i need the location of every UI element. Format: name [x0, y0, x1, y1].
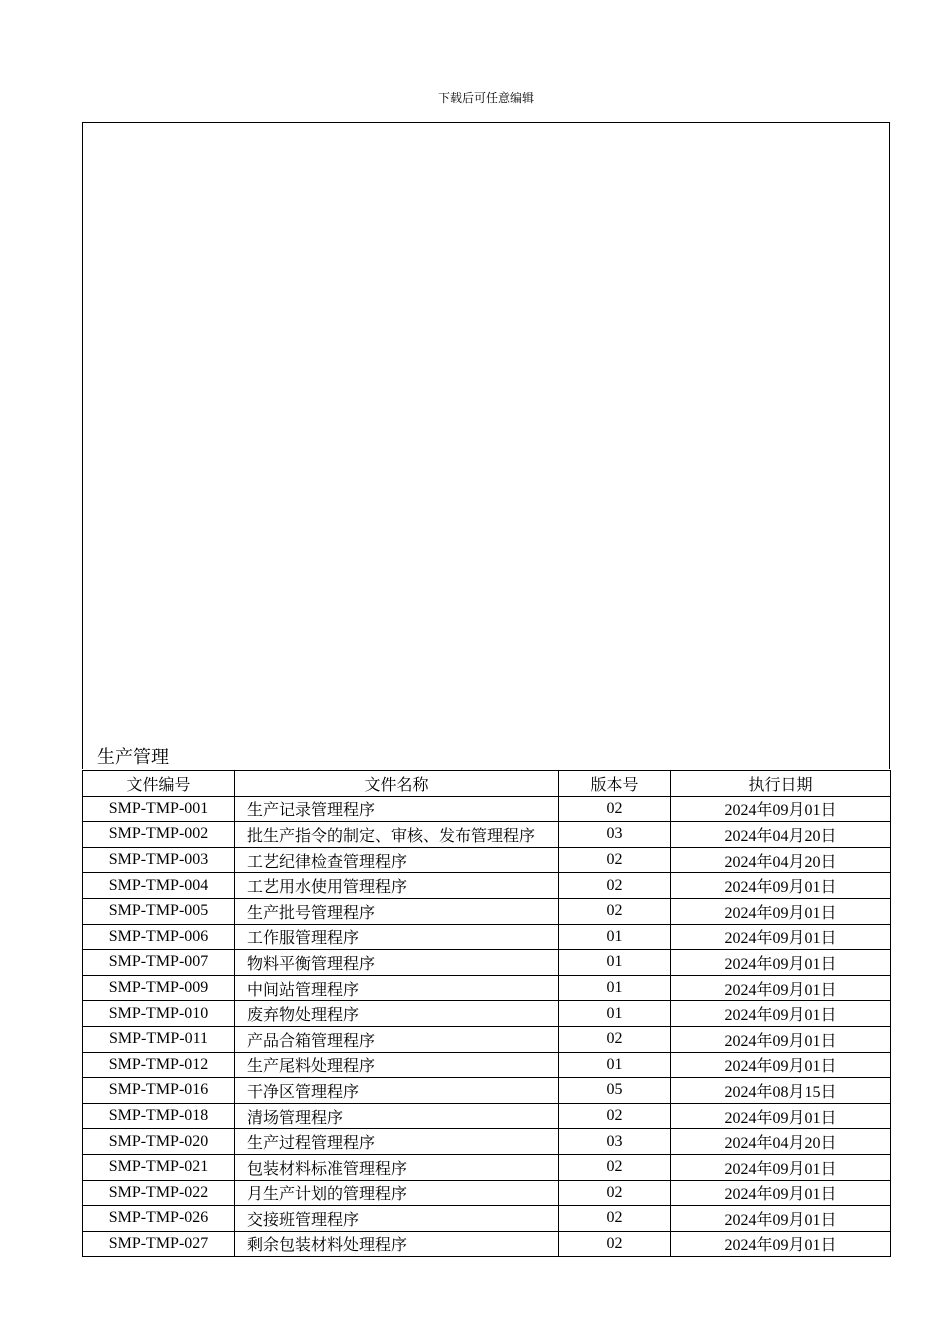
- doc-name-cell: 包装材料标准管理程序: [235, 1154, 559, 1180]
- table-row: [83, 822, 891, 848]
- version-cell: 02: [559, 847, 671, 873]
- header-version: 版本号: [559, 771, 671, 797]
- table-header-row: [83, 771, 891, 797]
- doc-name-cell: 中间站管理程序: [235, 975, 559, 1001]
- doc-number-cell: SMP-TMP-002: [83, 822, 235, 848]
- table-row: [83, 847, 891, 873]
- version-cell: 02: [559, 1206, 671, 1232]
- version-cell: 02: [559, 796, 671, 822]
- effective-date-cell: 2024年04月20日: [671, 847, 891, 873]
- doc-number-cell: SMP-TMP-009: [83, 975, 235, 1001]
- effective-date-cell: 2024年09月01日: [671, 1026, 891, 1052]
- version-cell: 02: [559, 1103, 671, 1129]
- doc-name-cell: 清场管理程序: [235, 1103, 559, 1129]
- version-cell: 02: [559, 1180, 671, 1206]
- section-title: 生产管理: [97, 747, 169, 767]
- table-row: [83, 1180, 891, 1206]
- doc-name-cell: 生产尾料处理程序: [235, 1052, 559, 1078]
- effective-date-cell: 2024年08月15日: [671, 1078, 891, 1104]
- doc-number-cell: SMP-TMP-026: [83, 1206, 235, 1232]
- table-row: [83, 1078, 891, 1104]
- doc-number-cell: SMP-TMP-004: [83, 873, 235, 899]
- effective-date-cell: 2024年04月20日: [671, 1129, 891, 1155]
- effective-date-cell: 2024年04月20日: [671, 822, 891, 848]
- content-frame: [82, 122, 890, 769]
- version-cell: 01: [559, 950, 671, 976]
- table-row: [83, 950, 891, 976]
- doc-name-cell: 工艺用水使用管理程序: [235, 873, 559, 899]
- table-row: [83, 1231, 891, 1257]
- table-row: [83, 1001, 891, 1027]
- effective-date-cell: 2024年09月01日: [671, 950, 891, 976]
- doc-number-cell: SMP-TMP-001: [83, 796, 235, 822]
- table-row: [83, 1026, 891, 1052]
- doc-number-cell: SMP-TMP-010: [83, 1001, 235, 1027]
- version-cell: 02: [559, 1026, 671, 1052]
- doc-number-cell: SMP-TMP-011: [83, 1026, 235, 1052]
- header-effective-date: 执行日期: [671, 771, 891, 797]
- doc-name-cell: 干净区管理程序: [235, 1078, 559, 1104]
- table-row: [83, 796, 891, 822]
- table-row: [83, 1103, 891, 1129]
- effective-date-cell: 2024年09月01日: [671, 898, 891, 924]
- doc-name-cell: 批生产指令的制定、审核、发布管理程序: [235, 822, 559, 848]
- effective-date-cell: 2024年09月01日: [671, 873, 891, 899]
- doc-number-cell: SMP-TMP-018: [83, 1103, 235, 1129]
- doc-number-cell: SMP-TMP-021: [83, 1154, 235, 1180]
- effective-date-cell: 2024年09月01日: [671, 1052, 891, 1078]
- doc-name-cell: 生产批号管理程序: [235, 898, 559, 924]
- doc-number-cell: SMP-TMP-016: [83, 1078, 235, 1104]
- effective-date-cell: 2024年09月01日: [671, 1206, 891, 1232]
- doc-name-cell: 生产过程管理程序: [235, 1129, 559, 1155]
- version-cell: 01: [559, 1001, 671, 1027]
- doc-name-cell: 生产记录管理程序: [235, 796, 559, 822]
- page-header-note: 下载后可任意编辑: [437, 91, 534, 105]
- effective-date-cell: 2024年09月01日: [671, 1180, 891, 1206]
- doc-name-cell: 产品合箱管理程序: [235, 1026, 559, 1052]
- doc-number-cell: SMP-TMP-022: [83, 1180, 235, 1206]
- version-cell: 02: [559, 1231, 671, 1257]
- table-row: [83, 975, 891, 1001]
- doc-name-cell: 交接班管理程序: [235, 1206, 559, 1232]
- doc-number-cell: SMP-TMP-027: [83, 1231, 235, 1257]
- effective-date-cell: 2024年09月01日: [671, 1154, 891, 1180]
- doc-name-cell: 工作服管理程序: [235, 924, 559, 950]
- version-cell: 05: [559, 1078, 671, 1104]
- version-cell: 01: [559, 1052, 671, 1078]
- table-row: [83, 1154, 891, 1180]
- table-row: [83, 924, 891, 950]
- header-doc-name: 文件名称: [235, 771, 559, 797]
- doc-name-cell: 物料平衡管理程序: [235, 950, 559, 976]
- doc-number-cell: SMP-TMP-020: [83, 1129, 235, 1155]
- doc-name-cell: 废弃物处理程序: [235, 1001, 559, 1027]
- header-doc-number: 文件编号: [83, 771, 235, 797]
- document-table: [82, 770, 891, 1257]
- doc-name-cell: 工艺纪律检查管理程序: [235, 847, 559, 873]
- effective-date-cell: 2024年09月01日: [671, 1001, 891, 1027]
- table-row: [83, 873, 891, 899]
- doc-number-cell: SMP-TMP-012: [83, 1052, 235, 1078]
- version-cell: 01: [559, 975, 671, 1001]
- table-row: [83, 1129, 891, 1155]
- effective-date-cell: 2024年09月01日: [671, 975, 891, 1001]
- version-cell: 02: [559, 1154, 671, 1180]
- effective-date-cell: 2024年09月01日: [671, 796, 891, 822]
- doc-number-cell: SMP-TMP-007: [83, 950, 235, 976]
- table-row: [83, 1206, 891, 1232]
- version-cell: 02: [559, 898, 671, 924]
- table-row: [83, 898, 891, 924]
- version-cell: 02: [559, 873, 671, 899]
- doc-number-cell: SMP-TMP-005: [83, 898, 235, 924]
- doc-name-cell: 剩余包装材料处理程序: [235, 1231, 559, 1257]
- effective-date-cell: 2024年09月01日: [671, 924, 891, 950]
- doc-number-cell: SMP-TMP-003: [83, 847, 235, 873]
- doc-number-cell: SMP-TMP-006: [83, 924, 235, 950]
- version-cell: 03: [559, 1129, 671, 1155]
- version-cell: 01: [559, 924, 671, 950]
- doc-name-cell: 月生产计划的管理程序: [235, 1180, 559, 1206]
- effective-date-cell: 2024年09月01日: [671, 1231, 891, 1257]
- table-row: [83, 1052, 891, 1078]
- effective-date-cell: 2024年09月01日: [671, 1103, 891, 1129]
- version-cell: 03: [559, 822, 671, 848]
